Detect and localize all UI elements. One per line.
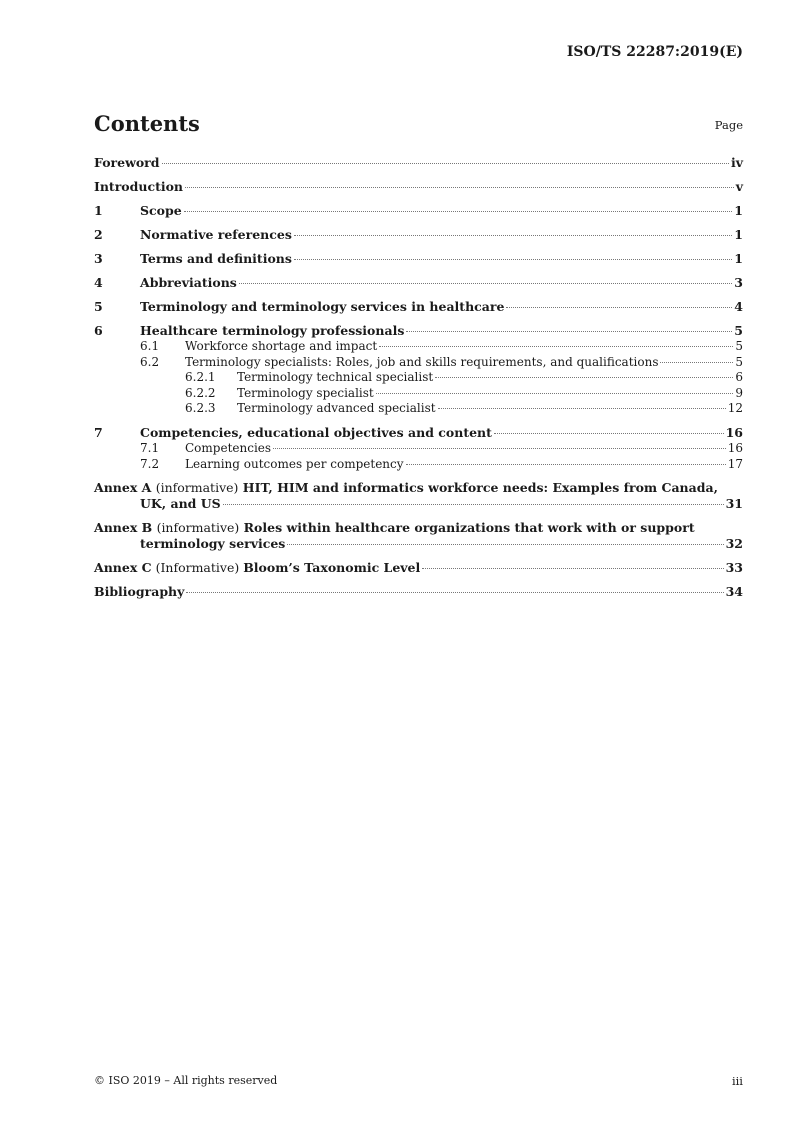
toc-entry-number: 4 — [94, 275, 103, 290]
dot-leader — [376, 393, 734, 394]
toc-entry-annex-a[interactable] — [94, 480, 743, 512]
toc-entry-number: 7 — [94, 424, 103, 440]
toc-entry-page: 33 — [725, 560, 743, 576]
toc-entry-title: Competencies, educational objectives and content — [140, 424, 492, 440]
table-of-contents — [94, 155, 743, 600]
toc-entry-title: Healthcare terminology professionals — [140, 323, 405, 338]
toc-entry-annex-c[interactable] — [94, 560, 743, 576]
toc-entry-number: 1 — [94, 203, 103, 218]
annex-heading-line2: UK, and US — [140, 496, 221, 512]
dot-leader — [406, 331, 732, 332]
toc-entry-technical-specialist[interactable] — [94, 370, 743, 386]
toc-entry-page: 4 — [734, 299, 743, 314]
dot-leader — [186, 592, 723, 593]
toc-entry-competencies-objectives[interactable] — [94, 425, 743, 441]
toc-entry-learning-outcomes[interactable] — [94, 457, 743, 473]
dot-leader — [422, 568, 723, 569]
toc-entry-title: Terminology specialist — [237, 385, 374, 400]
toc-entry-page: 16 — [727, 440, 743, 455]
toc-entry-page: 1 — [734, 203, 743, 218]
toc-entry-number: 6.2.2 — [185, 385, 216, 400]
toc-entry-number: 6 — [94, 323, 103, 338]
toc-entry-title: Terminology technical specialist — [237, 370, 434, 385]
toc-entry-number: 2 — [94, 227, 103, 242]
dot-leader — [162, 163, 729, 164]
dot-leader — [294, 259, 732, 260]
toc-entry-title: Terms and definitions — [140, 251, 292, 266]
toc-entry-title: Abbreviations — [140, 275, 237, 290]
annex-label: Annex B — [94, 520, 153, 536]
toc-entry-advanced-specialist[interactable] — [94, 401, 743, 417]
page-column-label: Page — [714, 118, 743, 132]
dot-leader — [379, 346, 733, 347]
footer-page-number: iii — [731, 1074, 743, 1088]
dot-leader — [184, 211, 733, 212]
toc-entry-page: 32 — [725, 536, 743, 552]
toc-entry-page: 3 — [734, 275, 743, 290]
toc-entry-page: 1 — [734, 251, 743, 266]
annex-label: Annex A — [94, 480, 152, 496]
toc-entry-page: iv — [730, 155, 743, 170]
dot-leader — [406, 464, 726, 465]
toc-entry-competencies[interactable] — [94, 441, 743, 457]
toc-entry-annex-b[interactable] — [94, 520, 743, 552]
annex-type: (informative) — [155, 480, 239, 496]
toc-entry-title: Terminology and terminology services in healthcare — [140, 299, 505, 314]
page-title: Contents — [94, 111, 200, 136]
dot-leader — [660, 362, 733, 363]
footer-copyright: © ISO 2019 – All rights reserved — [94, 1074, 278, 1087]
toc-entry-title: Normative references — [140, 227, 292, 242]
annex-heading-line1: HIT, HIM and informatics workforce needs: Examples from Canada, — [242, 480, 718, 496]
dot-leader — [239, 283, 732, 284]
toc-entry-title: Workforce shortage and impact — [185, 339, 378, 353]
toc-entry-page: 5 — [735, 354, 743, 369]
toc-entry-number: 6.2.3 — [185, 401, 216, 416]
toc-entry-specialist[interactable] — [94, 386, 743, 402]
toc-entry-page: 5 — [735, 339, 743, 353]
toc-entry-title: Terminology specialists: Roles, job and skills requirements, and qualifications — [185, 354, 659, 369]
toc-entry-page: 6 — [735, 370, 743, 385]
annex-heading-line1: Roles within healthcare organizations that work with or support — [243, 520, 695, 536]
toc-entry-page: 1 — [734, 227, 743, 242]
toc-entry-page: 31 — [725, 496, 743, 512]
toc-entry-page: 16 — [725, 424, 743, 440]
toc-entry-number: 7.1 — [140, 440, 160, 455]
annex-heading-line2: terminology services — [140, 536, 286, 552]
toc-entry-terminology-professionals[interactable] — [94, 323, 743, 339]
toc-entry-number: 6.2 — [140, 354, 160, 369]
annex-type: (Informative) — [155, 560, 240, 576]
dot-leader — [273, 448, 726, 449]
toc-entry-number: 5 — [94, 299, 103, 314]
toc-entry-title: Introduction — [94, 179, 184, 194]
toc-entry-title: Terminology advanced specialist — [237, 401, 436, 416]
toc-entry-abbreviations[interactable] — [94, 275, 743, 291]
annex-label: Annex C — [94, 560, 152, 576]
toc-entry-number: 6.2.1 — [185, 370, 216, 385]
toc-entry-page: v — [735, 179, 743, 194]
dot-leader — [494, 433, 724, 434]
toc-entry-normative-references[interactable] — [94, 227, 743, 243]
toc-entry-workforce-shortage[interactable] — [94, 339, 743, 355]
toc-entry-title: Competencies — [185, 440, 272, 455]
toc-entry-number: 3 — [94, 251, 103, 266]
toc-entry-page: 9 — [735, 385, 743, 400]
toc-entry-page: 34 — [725, 584, 743, 600]
toc-entry-number: 7.2 — [140, 456, 160, 471]
dot-leader — [438, 408, 726, 409]
annex-heading: Bloom’s Taxonomic Level — [243, 560, 421, 576]
toc-entry-title: Learning outcomes per competency — [185, 456, 404, 471]
toc-entry-terms-definitions[interactable] — [94, 251, 743, 267]
dot-leader — [223, 504, 724, 505]
toc-entry-page: 17 — [727, 456, 743, 471]
toc-entry-terminology-services[interactable] — [94, 299, 743, 315]
toc-entry-scope[interactable] — [94, 203, 743, 219]
annex-type: (informative) — [156, 520, 240, 536]
toc-entry-terminology-specialists[interactable] — [94, 355, 743, 371]
toc-entry-page: 12 — [727, 401, 743, 416]
toc-entry-introduction[interactable] — [94, 179, 743, 195]
dot-leader — [435, 377, 733, 378]
dot-leader — [185, 187, 734, 188]
dot-leader — [294, 235, 732, 236]
dot-leader — [506, 307, 732, 308]
toc-entry-number: 6.1 — [140, 339, 160, 353]
toc-entry-foreword[interactable] — [94, 155, 743, 171]
toc-entry-bibliography[interactable] — [94, 584, 743, 600]
document-id: ISO/TS 22287:2019(E) — [566, 44, 743, 60]
toc-entry-title: Scope — [140, 203, 182, 218]
dot-leader — [287, 544, 723, 545]
toc-entry-title: Foreword — [94, 155, 160, 170]
toc-entry-page: 5 — [734, 323, 743, 338]
toc-entry-title: Bibliography — [94, 584, 185, 600]
